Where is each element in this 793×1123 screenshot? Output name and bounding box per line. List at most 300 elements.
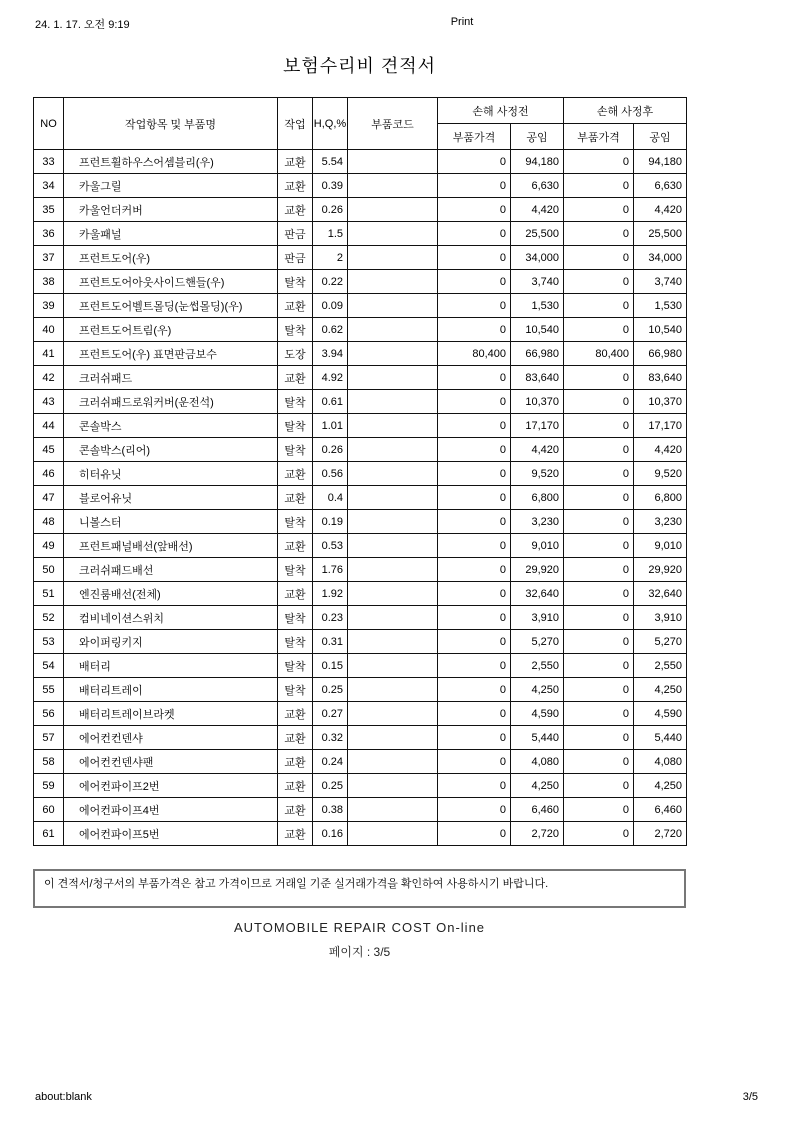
cell-labor-before: 3,230 xyxy=(511,510,564,534)
cell-item-name: 카울그릴 xyxy=(64,174,278,198)
table-row xyxy=(34,510,687,534)
cell-item-name: 프런트도어트림(우) xyxy=(64,318,278,342)
cell-hq: 0.15 xyxy=(313,654,348,678)
cell-part-code xyxy=(348,318,438,342)
cell-labor-before: 9,010 xyxy=(511,534,564,558)
cell-part-price-after: 0 xyxy=(564,414,634,438)
cell-no: 48 xyxy=(34,510,64,534)
cell-part-price-before: 0 xyxy=(438,222,511,246)
header-part-code: 부품코드 xyxy=(348,98,438,150)
cell-part-price-before: 0 xyxy=(438,366,511,390)
cell-part-price-before: 0 xyxy=(438,414,511,438)
print-header-title: Print xyxy=(450,16,474,28)
cell-labor-after: 9,520 xyxy=(634,462,687,486)
table-row xyxy=(34,438,687,462)
cell-work-type: 교환 xyxy=(278,174,313,198)
cell-labor-before: 66,980 xyxy=(511,342,564,366)
table-row xyxy=(34,222,687,246)
cell-part-price-before: 0 xyxy=(438,390,511,414)
cell-hq: 1.01 xyxy=(313,414,348,438)
cell-labor-after: 3,910 xyxy=(634,606,687,630)
notice-box xyxy=(33,869,686,908)
cell-labor-before: 5,270 xyxy=(511,630,564,654)
cell-hq: 5.54 xyxy=(313,150,348,174)
cell-part-price-after: 0 xyxy=(564,558,634,582)
cell-part-price-before: 0 xyxy=(438,630,511,654)
cell-work-type: 교환 xyxy=(278,294,313,318)
cell-part-code xyxy=(348,294,438,318)
cell-part-price-after: 0 xyxy=(564,462,634,486)
table-row xyxy=(34,462,687,486)
cell-labor-after: 17,170 xyxy=(634,414,687,438)
table-row xyxy=(34,534,687,558)
table-row xyxy=(34,174,687,198)
footer-brand-text: AUTOMOBILE REPAIR COST On-line xyxy=(233,920,486,935)
header-hq: H,Q,% xyxy=(313,98,348,150)
cell-hq: 0.23 xyxy=(313,606,348,630)
cell-no: 60 xyxy=(34,798,64,822)
cell-no: 37 xyxy=(34,246,64,270)
cell-labor-after: 2,720 xyxy=(634,822,687,846)
cell-part-price-before: 0 xyxy=(438,582,511,606)
cell-item-name: 배터리 xyxy=(64,654,278,678)
cell-labor-before: 94,180 xyxy=(511,150,564,174)
cell-part-price-before: 0 xyxy=(438,726,511,750)
footer-page-number: 페이지 : 3/5 xyxy=(328,945,391,959)
cell-no: 50 xyxy=(34,558,64,582)
cell-labor-after: 4,420 xyxy=(634,438,687,462)
cell-part-price-before: 0 xyxy=(438,558,511,582)
cell-part-price-after: 0 xyxy=(564,318,634,342)
table-row xyxy=(34,198,687,222)
cell-work-type: 탈착 xyxy=(278,558,313,582)
cell-part-price-before: 0 xyxy=(438,678,511,702)
cell-labor-after: 1,530 xyxy=(634,294,687,318)
cell-item-name: 엔진룸배선(전체) xyxy=(64,582,278,606)
cell-item-name: 배터리트레이 xyxy=(64,678,278,702)
header-part-price-before: 부품가격 xyxy=(438,124,511,150)
cell-labor-before: 29,920 xyxy=(511,558,564,582)
cell-no: 42 xyxy=(34,366,64,390)
cell-no: 53 xyxy=(34,630,64,654)
table-row xyxy=(34,606,687,630)
cell-part-code xyxy=(348,774,438,798)
cell-part-price-after: 0 xyxy=(564,678,634,702)
table-row xyxy=(34,390,687,414)
cell-work-type: 교환 xyxy=(278,726,313,750)
table-row xyxy=(34,150,687,174)
header-after-assessment: 손해 사정후 xyxy=(564,98,687,124)
cell-no: 51 xyxy=(34,582,64,606)
cell-hq: 0.25 xyxy=(313,678,348,702)
cell-part-price-before: 0 xyxy=(438,438,511,462)
cell-labor-after: 5,440 xyxy=(634,726,687,750)
cell-item-name: 프런트도어벨트몰딩(눈썹몰딩)(우) xyxy=(64,294,278,318)
cell-item-name: 크러쉬패드로워커버(운전석) xyxy=(64,390,278,414)
cell-labor-before: 1,530 xyxy=(511,294,564,318)
cell-labor-before: 25,500 xyxy=(511,222,564,246)
cell-part-price-before: 80,400 xyxy=(438,342,511,366)
table-row xyxy=(34,654,687,678)
cell-item-name: 프런트도어(우) 표면판금보수 xyxy=(64,342,278,366)
cell-work-type: 탈착 xyxy=(278,510,313,534)
cell-no: 54 xyxy=(34,654,64,678)
cell-work-type: 교환 xyxy=(278,750,313,774)
cell-no: 40 xyxy=(34,318,64,342)
cell-no: 33 xyxy=(34,150,64,174)
cell-no: 49 xyxy=(34,534,64,558)
table-row xyxy=(34,246,687,270)
cell-hq: 0.61 xyxy=(313,390,348,414)
cell-no: 61 xyxy=(34,822,64,846)
cell-part-price-before: 0 xyxy=(438,294,511,318)
table-header xyxy=(34,98,687,150)
table-row xyxy=(34,630,687,654)
cell-hq: 0.4 xyxy=(313,486,348,510)
cell-no: 41 xyxy=(34,342,64,366)
cell-no: 43 xyxy=(34,390,64,414)
cell-hq: 0.27 xyxy=(313,702,348,726)
table-row xyxy=(34,726,687,750)
cell-item-name: 배터리트레이브라켓 xyxy=(64,702,278,726)
cell-work-type: 탈착 xyxy=(278,678,313,702)
cell-part-price-after: 0 xyxy=(564,270,634,294)
cell-hq: 4.92 xyxy=(313,366,348,390)
cell-work-type: 탈착 xyxy=(278,390,313,414)
cell-labor-before: 6,800 xyxy=(511,486,564,510)
cell-hq: 0.19 xyxy=(313,510,348,534)
cell-hq: 0.25 xyxy=(313,774,348,798)
cell-hq: 0.22 xyxy=(313,270,348,294)
header-part-price-after: 부품가격 xyxy=(564,124,634,150)
document-title: 보험수리비 견적서 xyxy=(282,56,437,76)
cell-hq: 0.32 xyxy=(313,726,348,750)
cell-labor-after: 4,250 xyxy=(634,678,687,702)
cell-part-price-after: 0 xyxy=(564,702,634,726)
cell-labor-after: 32,640 xyxy=(634,582,687,606)
cell-work-type: 교환 xyxy=(278,366,313,390)
cell-hq: 0.62 xyxy=(313,318,348,342)
cell-item-name: 블로어유닛 xyxy=(64,486,278,510)
cell-item-name: 카울언더커버 xyxy=(64,198,278,222)
cell-part-code xyxy=(348,582,438,606)
cell-item-name: 콘솔박스(리어) xyxy=(64,438,278,462)
cell-part-price-before: 0 xyxy=(438,822,511,846)
cell-part-code xyxy=(348,630,438,654)
notice-text: 이 견적서/청구서의 부품가격은 참고 가격이므로 거래일 기준 실거래가격을 확인하여 사용하시기 바랍니다. xyxy=(44,878,549,890)
cell-labor-before: 3,740 xyxy=(511,270,564,294)
cell-labor-before: 34,000 xyxy=(511,246,564,270)
table-row xyxy=(34,270,687,294)
cell-part-code xyxy=(348,798,438,822)
cell-part-code xyxy=(348,534,438,558)
table-row xyxy=(34,822,687,846)
table-row xyxy=(34,582,687,606)
cell-work-type: 교환 xyxy=(278,582,313,606)
cell-labor-before: 4,590 xyxy=(511,702,564,726)
cell-labor-before: 4,250 xyxy=(511,678,564,702)
estimate-table-body xyxy=(34,150,687,846)
cell-part-price-before: 0 xyxy=(438,534,511,558)
cell-part-price-before: 0 xyxy=(438,174,511,198)
cell-no: 58 xyxy=(34,750,64,774)
cell-no: 55 xyxy=(34,678,64,702)
table-row xyxy=(34,774,687,798)
cell-part-price-after: 0 xyxy=(564,438,634,462)
cell-labor-before: 9,520 xyxy=(511,462,564,486)
cell-part-code xyxy=(348,606,438,630)
cell-hq: 0.09 xyxy=(313,294,348,318)
cell-part-code xyxy=(348,150,438,174)
cell-labor-after: 5,270 xyxy=(634,630,687,654)
print-datetime: 24. 1. 17. 오전 9:19 xyxy=(35,19,130,31)
cell-labor-after: 6,460 xyxy=(634,798,687,822)
cell-part-price-after: 0 xyxy=(564,294,634,318)
table-row xyxy=(34,318,687,342)
cell-hq: 1.76 xyxy=(313,558,348,582)
cell-no: 59 xyxy=(34,774,64,798)
cell-hq: 0.26 xyxy=(313,438,348,462)
cell-part-code xyxy=(348,462,438,486)
cell-part-code xyxy=(348,438,438,462)
cell-part-code xyxy=(348,510,438,534)
header-labor-after: 공임 xyxy=(634,124,687,150)
cell-part-price-after: 0 xyxy=(564,174,634,198)
cell-work-type: 탈착 xyxy=(278,654,313,678)
cell-labor-after: 10,370 xyxy=(634,390,687,414)
cell-item-name: 에어컨컨덴샤팬 xyxy=(64,750,278,774)
cell-labor-after: 4,250 xyxy=(634,774,687,798)
cell-part-code xyxy=(348,558,438,582)
cell-labor-before: 6,630 xyxy=(511,174,564,198)
cell-item-name: 에어컨파이프4번 xyxy=(64,798,278,822)
cell-item-name: 카울패널 xyxy=(64,222,278,246)
cell-part-code xyxy=(348,726,438,750)
cell-hq: 1.5 xyxy=(313,222,348,246)
cell-part-price-after: 0 xyxy=(564,822,634,846)
table-row xyxy=(34,750,687,774)
cell-labor-after: 3,740 xyxy=(634,270,687,294)
cell-item-name: 에어컨파이프2번 xyxy=(64,774,278,798)
table-row xyxy=(34,558,687,582)
cell-no: 34 xyxy=(34,174,64,198)
print-footer-url: about:blank xyxy=(35,1091,92,1103)
cell-part-code xyxy=(348,822,438,846)
cell-part-code xyxy=(348,702,438,726)
cell-part-price-before: 0 xyxy=(438,150,511,174)
cell-item-name: 프런트패널배선(앞배선) xyxy=(64,534,278,558)
cell-part-price-after: 0 xyxy=(564,390,634,414)
cell-no: 56 xyxy=(34,702,64,726)
cell-hq: 1.92 xyxy=(313,582,348,606)
table-row xyxy=(34,414,687,438)
cell-part-price-after: 0 xyxy=(564,630,634,654)
cell-labor-before: 83,640 xyxy=(511,366,564,390)
cell-hq: 0.38 xyxy=(313,798,348,822)
cell-labor-after: 34,000 xyxy=(634,246,687,270)
cell-item-name: 크러쉬패드배선 xyxy=(64,558,278,582)
cell-part-price-after: 80,400 xyxy=(564,342,634,366)
cell-part-code xyxy=(348,654,438,678)
cell-work-type: 판금 xyxy=(278,246,313,270)
cell-no: 47 xyxy=(34,486,64,510)
cell-hq: 0.39 xyxy=(313,174,348,198)
cell-labor-before: 10,540 xyxy=(511,318,564,342)
header-work: 작업 xyxy=(278,98,313,150)
cell-part-price-after: 0 xyxy=(564,774,634,798)
header-labor-before: 공임 xyxy=(511,124,564,150)
cell-labor-before: 4,420 xyxy=(511,198,564,222)
cell-hq: 0.16 xyxy=(313,822,348,846)
table-row xyxy=(34,486,687,510)
cell-part-code xyxy=(348,486,438,510)
cell-hq: 3.94 xyxy=(313,342,348,366)
cell-part-price-before: 0 xyxy=(438,798,511,822)
cell-part-code xyxy=(348,366,438,390)
cell-work-type: 탈착 xyxy=(278,606,313,630)
cell-part-price-after: 0 xyxy=(564,726,634,750)
cell-part-price-after: 0 xyxy=(564,582,634,606)
cell-part-price-before: 0 xyxy=(438,486,511,510)
cell-part-price-before: 0 xyxy=(438,270,511,294)
cell-hq: 0.31 xyxy=(313,630,348,654)
table-row xyxy=(34,798,687,822)
cell-item-name: 프런트도어아웃사이드핸들(우) xyxy=(64,270,278,294)
cell-labor-before: 17,170 xyxy=(511,414,564,438)
cell-part-price-before: 0 xyxy=(438,510,511,534)
cell-no: 57 xyxy=(34,726,64,750)
cell-no: 38 xyxy=(34,270,64,294)
cell-part-code xyxy=(348,342,438,366)
cell-work-type: 도장 xyxy=(278,342,313,366)
cell-no: 35 xyxy=(34,198,64,222)
cell-part-code xyxy=(348,678,438,702)
cell-part-code xyxy=(348,414,438,438)
cell-labor-before: 6,460 xyxy=(511,798,564,822)
cell-work-type: 교환 xyxy=(278,534,313,558)
cell-labor-after: 6,800 xyxy=(634,486,687,510)
cell-part-price-after: 0 xyxy=(564,510,634,534)
cell-work-type: 판금 xyxy=(278,222,313,246)
cell-part-code xyxy=(348,246,438,270)
table-row xyxy=(34,678,687,702)
cell-part-price-before: 0 xyxy=(438,462,511,486)
cell-labor-before: 10,370 xyxy=(511,390,564,414)
header-item: 작업항목 및 부품명 xyxy=(64,98,278,150)
cell-work-type: 교환 xyxy=(278,486,313,510)
cell-labor-after: 4,590 xyxy=(634,702,687,726)
cell-part-price-after: 0 xyxy=(564,534,634,558)
cell-labor-after: 10,540 xyxy=(634,318,687,342)
cell-labor-before: 4,080 xyxy=(511,750,564,774)
cell-work-type: 교환 xyxy=(278,798,313,822)
table-row xyxy=(34,366,687,390)
cell-labor-before: 3,910 xyxy=(511,606,564,630)
cell-labor-after: 6,630 xyxy=(634,174,687,198)
cell-part-code xyxy=(348,750,438,774)
table-row xyxy=(34,342,687,366)
cell-labor-before: 5,440 xyxy=(511,726,564,750)
cell-labor-after: 94,180 xyxy=(634,150,687,174)
cell-part-price-after: 0 xyxy=(564,198,634,222)
cell-part-price-after: 0 xyxy=(564,222,634,246)
cell-no: 45 xyxy=(34,438,64,462)
cell-labor-before: 32,640 xyxy=(511,582,564,606)
cell-part-price-before: 0 xyxy=(438,750,511,774)
cell-part-price-before: 0 xyxy=(438,654,511,678)
cell-no: 46 xyxy=(34,462,64,486)
estimate-table xyxy=(33,97,687,846)
cell-part-code xyxy=(348,174,438,198)
cell-item-name: 에어컨컨덴샤 xyxy=(64,726,278,750)
cell-labor-after: 83,640 xyxy=(634,366,687,390)
cell-no: 52 xyxy=(34,606,64,630)
cell-labor-after: 2,550 xyxy=(634,654,687,678)
cell-work-type: 교환 xyxy=(278,198,313,222)
cell-work-type: 교환 xyxy=(278,150,313,174)
cell-item-name: 프런트휠하우스어셈블리(우) xyxy=(64,150,278,174)
cell-part-code xyxy=(348,222,438,246)
cell-hq: 2 xyxy=(313,246,348,270)
cell-work-type: 교환 xyxy=(278,822,313,846)
print-footer-page: 3/5 xyxy=(742,1091,758,1103)
cell-part-price-before: 0 xyxy=(438,246,511,270)
cell-part-price-before: 0 xyxy=(438,318,511,342)
header-no: NO xyxy=(34,98,64,150)
cell-no: 36 xyxy=(34,222,64,246)
cell-hq: 0.26 xyxy=(313,198,348,222)
cell-part-price-after: 0 xyxy=(564,654,634,678)
cell-labor-after: 29,920 xyxy=(634,558,687,582)
cell-labor-after: 25,500 xyxy=(634,222,687,246)
cell-part-code xyxy=(348,390,438,414)
cell-part-price-before: 0 xyxy=(438,198,511,222)
cell-work-type: 탈착 xyxy=(278,414,313,438)
cell-labor-before: 4,420 xyxy=(511,438,564,462)
cell-labor-before: 2,550 xyxy=(511,654,564,678)
cell-item-name: 와이퍼링키지 xyxy=(64,630,278,654)
cell-part-price-before: 0 xyxy=(438,774,511,798)
cell-part-price-after: 0 xyxy=(564,366,634,390)
cell-labor-after: 66,980 xyxy=(634,342,687,366)
cell-part-price-before: 0 xyxy=(438,606,511,630)
cell-part-price-before: 0 xyxy=(438,702,511,726)
cell-work-type: 탈착 xyxy=(278,438,313,462)
table-row xyxy=(34,702,687,726)
cell-hq: 0.56 xyxy=(313,462,348,486)
cell-work-type: 탈착 xyxy=(278,630,313,654)
cell-part-code xyxy=(348,270,438,294)
cell-no: 44 xyxy=(34,414,64,438)
cell-item-name: 에어컨파이프5번 xyxy=(64,822,278,846)
cell-item-name: 니볼스터 xyxy=(64,510,278,534)
cell-hq: 0.53 xyxy=(313,534,348,558)
cell-item-name: 프런트도어(우) xyxy=(64,246,278,270)
cell-hq: 0.24 xyxy=(313,750,348,774)
cell-item-name: 크러쉬패드 xyxy=(64,366,278,390)
cell-part-code xyxy=(348,198,438,222)
cell-part-price-after: 0 xyxy=(564,486,634,510)
header-before-assessment: 손해 사정전 xyxy=(438,98,564,124)
cell-part-price-after: 0 xyxy=(564,246,634,270)
cell-part-price-after: 0 xyxy=(564,150,634,174)
cell-labor-after: 3,230 xyxy=(634,510,687,534)
cell-item-name: 콘솔박스 xyxy=(64,414,278,438)
cell-work-type: 탈착 xyxy=(278,318,313,342)
cell-labor-after: 9,010 xyxy=(634,534,687,558)
cell-work-type: 교환 xyxy=(278,774,313,798)
table-row xyxy=(34,294,687,318)
